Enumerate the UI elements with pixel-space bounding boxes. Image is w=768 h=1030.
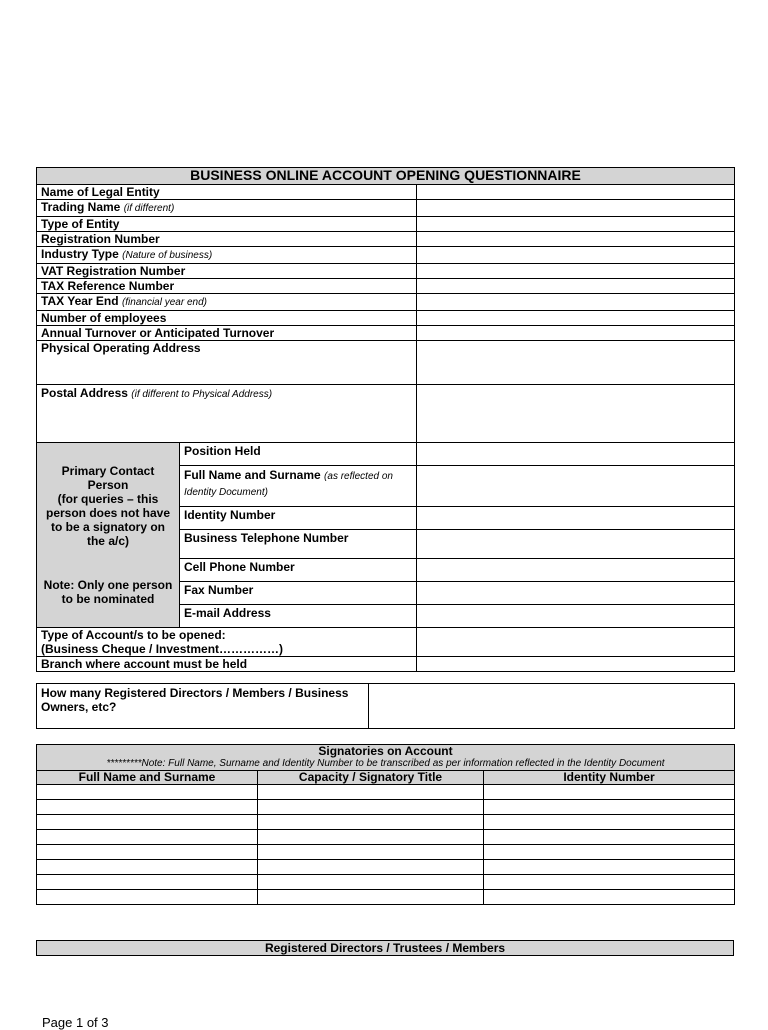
tax-year-end-label xyxy=(37,294,417,311)
contact-identity-number-input[interactable] xyxy=(417,507,735,530)
signatory-capacity-cell[interactable] xyxy=(258,875,484,890)
signatory-name-cell[interactable] xyxy=(37,890,258,905)
cell-phone-input[interactable] xyxy=(417,559,735,582)
employees-label: Number of employees xyxy=(37,311,417,326)
signatory-identity-cell[interactable] xyxy=(484,875,735,890)
postal-address-text: Postal Address xyxy=(41,386,128,400)
table-row xyxy=(37,890,735,905)
signatory-name-cell[interactable] xyxy=(37,830,258,845)
physical-address-input[interactable] xyxy=(417,341,735,385)
directors-count-input[interactable] xyxy=(369,684,735,729)
trading-name-input[interactable] xyxy=(417,200,735,217)
signatory-capacity-cell[interactable] xyxy=(258,890,484,905)
contact-identity-number-label: Identity Number xyxy=(180,507,417,530)
signatories-title: Signatories on Account xyxy=(318,744,453,758)
signatory-name-cell[interactable] xyxy=(37,860,258,875)
tax-year-end-note: (financial year end) xyxy=(121,297,207,308)
entity-type-input[interactable] xyxy=(417,217,735,232)
signatories-col-full-name: Full Name and Surname xyxy=(37,771,258,785)
primary-contact-heading: Primary Contact Person xyxy=(61,464,155,492)
email-address-label: E-mail Address xyxy=(180,605,417,628)
contact-full-name-note: (as reflected on Identity Document) xyxy=(184,471,393,498)
postal-address-input[interactable] xyxy=(417,385,735,443)
primary-contact-section xyxy=(37,443,180,628)
account-type-line2: (Business Cheque / Investment……………) xyxy=(41,642,284,656)
business-telephone-label: Business Telephone Number xyxy=(180,530,417,559)
signatory-identity-cell[interactable] xyxy=(484,800,735,815)
position-held-input[interactable] xyxy=(417,443,735,466)
trading-name-text: Trading Name xyxy=(41,200,121,214)
signatory-name-cell[interactable] xyxy=(37,815,258,830)
vat-number-input[interactable] xyxy=(417,264,735,279)
primary-contact-only-one-note: Note: Only one person to be nominated xyxy=(43,578,173,606)
turnover-input[interactable] xyxy=(417,326,735,341)
primary-contact-queries-note: (for queries – this person does not have to be a signatory on the a/c) xyxy=(45,492,171,548)
registered-directors-table xyxy=(36,940,734,956)
directors-count-table xyxy=(36,683,735,729)
signatories-col-identity: Identity Number xyxy=(484,771,735,785)
tax-reference-input[interactable] xyxy=(417,279,735,294)
position-held-label: Position Held xyxy=(180,443,417,466)
registration-number-label: Registration Number xyxy=(37,232,417,247)
industry-type-text: Industry Type xyxy=(41,247,119,261)
industry-type-note: (Nature of business) xyxy=(122,250,213,261)
account-type-input[interactable] xyxy=(417,628,735,657)
tax-year-end-text: TAX Year End xyxy=(41,294,119,308)
signatories-note: *********Note: Full Name, Surname and Identity Number to be transcribed as per information reflected in the Identity Document xyxy=(106,758,665,769)
physical-address-label: Physical Operating Address xyxy=(37,341,417,385)
signatory-capacity-cell[interactable] xyxy=(258,860,484,875)
branch-input[interactable] xyxy=(417,657,735,672)
trading-name-note: (if different) xyxy=(123,203,175,214)
tax-reference-label: TAX Reference Number xyxy=(37,279,417,294)
legal-entity-input[interactable] xyxy=(417,185,735,200)
signatory-identity-cell[interactable] xyxy=(484,890,735,905)
signatory-identity-cell[interactable] xyxy=(484,815,735,830)
account-type-line1: Type of Account/s to be opened: xyxy=(41,628,226,642)
table-row xyxy=(37,785,735,800)
signatory-identity-cell[interactable] xyxy=(484,845,735,860)
fax-number-label: Fax Number xyxy=(180,582,417,605)
registered-directors-heading: Registered Directors / Trustees / Members xyxy=(37,941,734,956)
fax-number-input[interactable] xyxy=(417,582,735,605)
questionnaire-table xyxy=(36,167,735,672)
tax-year-end-input[interactable] xyxy=(417,294,735,311)
table-row xyxy=(37,860,735,875)
table-row xyxy=(37,875,735,890)
employees-input[interactable] xyxy=(417,311,735,326)
postal-address-note: (if different to Physical Address) xyxy=(131,389,273,400)
entity-type-label: Type of Entity xyxy=(37,217,417,232)
legal-entity-label: Name of Legal Entity xyxy=(37,185,417,200)
branch-label: Branch where account must be held xyxy=(37,657,417,672)
signatory-name-cell[interactable] xyxy=(37,845,258,860)
table-row xyxy=(37,815,735,830)
trading-name-label xyxy=(37,200,417,217)
signatories-table xyxy=(36,744,735,905)
turnover-label: Annual Turnover or Anticipated Turnover xyxy=(37,326,417,341)
email-address-input[interactable] xyxy=(417,605,735,628)
directors-count-label: How many Registered Directors / Members / Business Owners, etc? xyxy=(37,684,369,729)
signatory-capacity-cell[interactable] xyxy=(258,785,484,800)
registration-number-input[interactable] xyxy=(417,232,735,247)
signatory-capacity-cell[interactable] xyxy=(258,845,484,860)
signatories-col-capacity: Capacity / Signatory Title xyxy=(258,771,484,785)
signatory-capacity-cell[interactable] xyxy=(258,800,484,815)
contact-full-name-label xyxy=(180,466,417,507)
signatory-capacity-cell[interactable] xyxy=(258,815,484,830)
signatory-identity-cell[interactable] xyxy=(484,785,735,800)
contact-full-name-text: Full Name and Surname xyxy=(184,468,321,482)
postal-address-label xyxy=(37,385,417,443)
vat-number-label: VAT Registration Number xyxy=(37,264,417,279)
business-telephone-input[interactable] xyxy=(417,530,735,559)
industry-type-label xyxy=(37,247,417,264)
signatory-name-cell[interactable] xyxy=(37,800,258,815)
signatory-identity-cell[interactable] xyxy=(484,830,735,845)
industry-type-input[interactable] xyxy=(417,247,735,264)
table-row xyxy=(37,830,735,845)
cell-phone-label: Cell Phone Number xyxy=(180,559,417,582)
signatories-header xyxy=(37,745,735,771)
contact-full-name-input[interactable] xyxy=(417,466,735,507)
questionnaire-title: BUSINESS ONLINE ACCOUNT OPENING QUESTIONNAIRE xyxy=(37,168,735,185)
page-number: Page 1 of 3 xyxy=(42,1015,109,1030)
account-type-label xyxy=(37,628,417,657)
table-row xyxy=(37,845,735,860)
signatory-identity-cell[interactable] xyxy=(484,860,735,875)
signatory-name-cell[interactable] xyxy=(37,875,258,890)
table-row xyxy=(37,800,735,815)
signatory-capacity-cell[interactable] xyxy=(258,830,484,845)
signatory-name-cell[interactable] xyxy=(37,785,258,800)
